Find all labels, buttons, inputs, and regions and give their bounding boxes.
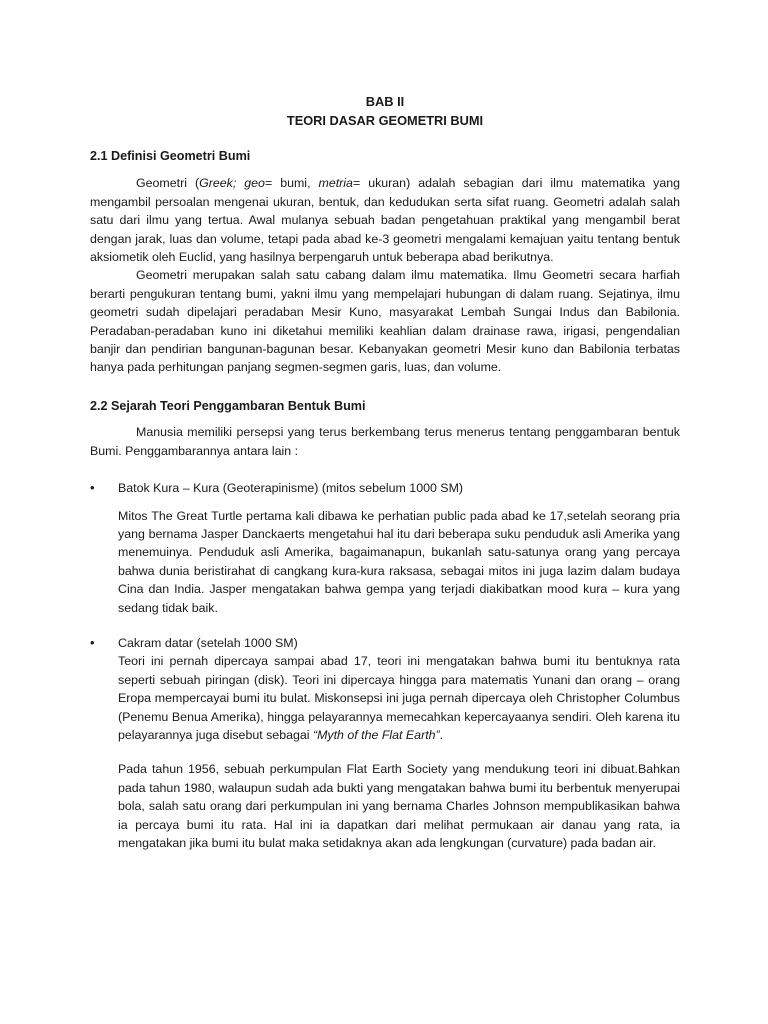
bullet-extra-paragraph: Pada tahun 1956, sebuah perkumpulan Flat Earth Society yang mendukung teori ini dibuat.Bahkan pada tahun 1980, walaupun sudah ada bukti yang mengatakan bahwa bumi itu berbentuk menyerupai bola, salah satu orang dari perkumpulan ini yang bernama Charles Johnson mempublikasikan bahwa ia percaya bumi itu rata. Hal ini ia dapatkan dari melihat permukaan air danau yang rata, ia mengatakan jika bumi itu bulat maka setidaknya akan ada lengkungan (curvature) pada badan air.	[118, 762, 680, 850]
bullet-icon: •	[90, 480, 95, 496]
section-heading-2-1: 2.1 Definisi Geometri Bumi	[90, 149, 251, 163]
text-run: .	[439, 727, 444, 742]
document-page	[90, 92, 680, 852]
italic-run-metria: metria	[318, 176, 353, 191]
section-2-1-paragraph-2: Geometri merupakan salah satu cabang dalam ilmu matematika. Ilmu Geometri secara harfiah berarti pengukuran tentang bumi, yakni ilmu yang mempelajari hubungan di dalam ruang. Sejatinya, ilmu geometri sudah dipelajari peradaban Mesir Kuno, masyarakat Lembah Sungai Indus dan Babilonia. Peradaban-peradaban kuno ini diketahui memiliki keahlian dalam drainase rawa, irigasi, pengendalian banjir dan pendirian bangunan-bagunan besar. Kebanyakan geometri Mesir kuno dan Babilonia terbatas hanya pada perhitungan panjang segmen-segmen garis, luas, dan volume.	[90, 268, 680, 375]
section-2-1-paragraph-1	[90, 174, 680, 266]
section-2-2-paragraph-1: Manusia memiliki persepsi yang terus berkembang terus menerus tentang penggambaran bentuk Bumi. Penggambarannya antara lain :	[90, 425, 680, 458]
list-item	[90, 479, 680, 617]
bullet-body: Mitos The Great Turtle pertama kali dibawa ke perhatian public pada abad ke 17,setelah seorang pria yang bernama Jasper Danckaerts mengetahui hal itu dari beberapa suku penduduk asli Amerika yang menemuinya. Penduduk asli Amerika, bagaimanapun, bukanlah satu-satunya orang yang percaya bahwa dunia beristirahat di cangkang kura-kura raksasa, sebagai mitos ini juga lazim dalam budaya Cina dan India. Jasper mengatakan bahwa gempa yang terjadi diakibatkan mood kura – kura yang sedang tidak baik.	[118, 508, 680, 615]
bullet-title: Batok Kura – Kura (Geoterapinisme) (mitos sebelum 1000 SM)	[118, 481, 464, 496]
bullet-list	[90, 479, 680, 852]
text-run: = ukuran) adalah sebagian dari ilmu matematika yang mengambil persoalan mengenai ukuran, bentuk, dan kedudukan serta sifat ruang. Geometri adalah salah satu dari ilmu yang tertua. Awal mulanya sebuah badan pengetahuan praktikal yang mengambil berat dengan jarak, luas dan volume, tetapi pada abad ke-3 geometri mengalami kemajuan yaitu tentang bentuk aksiometik oleh Euclid, yang hasilnya berpengaruh untuk beberapa abad berikutnya.	[90, 176, 681, 265]
section-heading-2-2: 2.2 Sejarah Teori Penggambaran Bentuk Bumi	[90, 398, 366, 413]
bullet-icon: •	[90, 634, 95, 650]
italic-quote: “Myth of the Flat Earth”	[312, 727, 440, 742]
list-item	[90, 634, 680, 852]
text-run: Geometri (	[136, 176, 200, 191]
text-run: Teori ini pernah dipercaya sampai abad 17, teori ini mengatakan bahwa bumi itu bentuknya rata seperti sebuah piringan (disk). Teori ini dipercaya hingga para matematis Yunani dan orang – orang Eropa mempercayai bumi itu bulat. Miskonsepsi ini juga pernah dipercaya oleh Christopher Columbus (Penemu Benua Amerika), hingga pelayarannya memecahkan kepercayaanya sendiri. Oleh karena itu pelayarannya juga disebut sebagai	[118, 654, 680, 742]
text-run: = bumi,	[264, 176, 319, 191]
italic-run-greek: Greek; geo	[199, 176, 265, 191]
bullet-body	[118, 652, 680, 744]
chapter-number: BAB II	[365, 94, 405, 109]
chapter-title: TEORI DASAR GEOMETRI BUMI	[286, 113, 484, 128]
bullet-title: Cakram datar (setelah 1000 SM)	[118, 635, 298, 650]
